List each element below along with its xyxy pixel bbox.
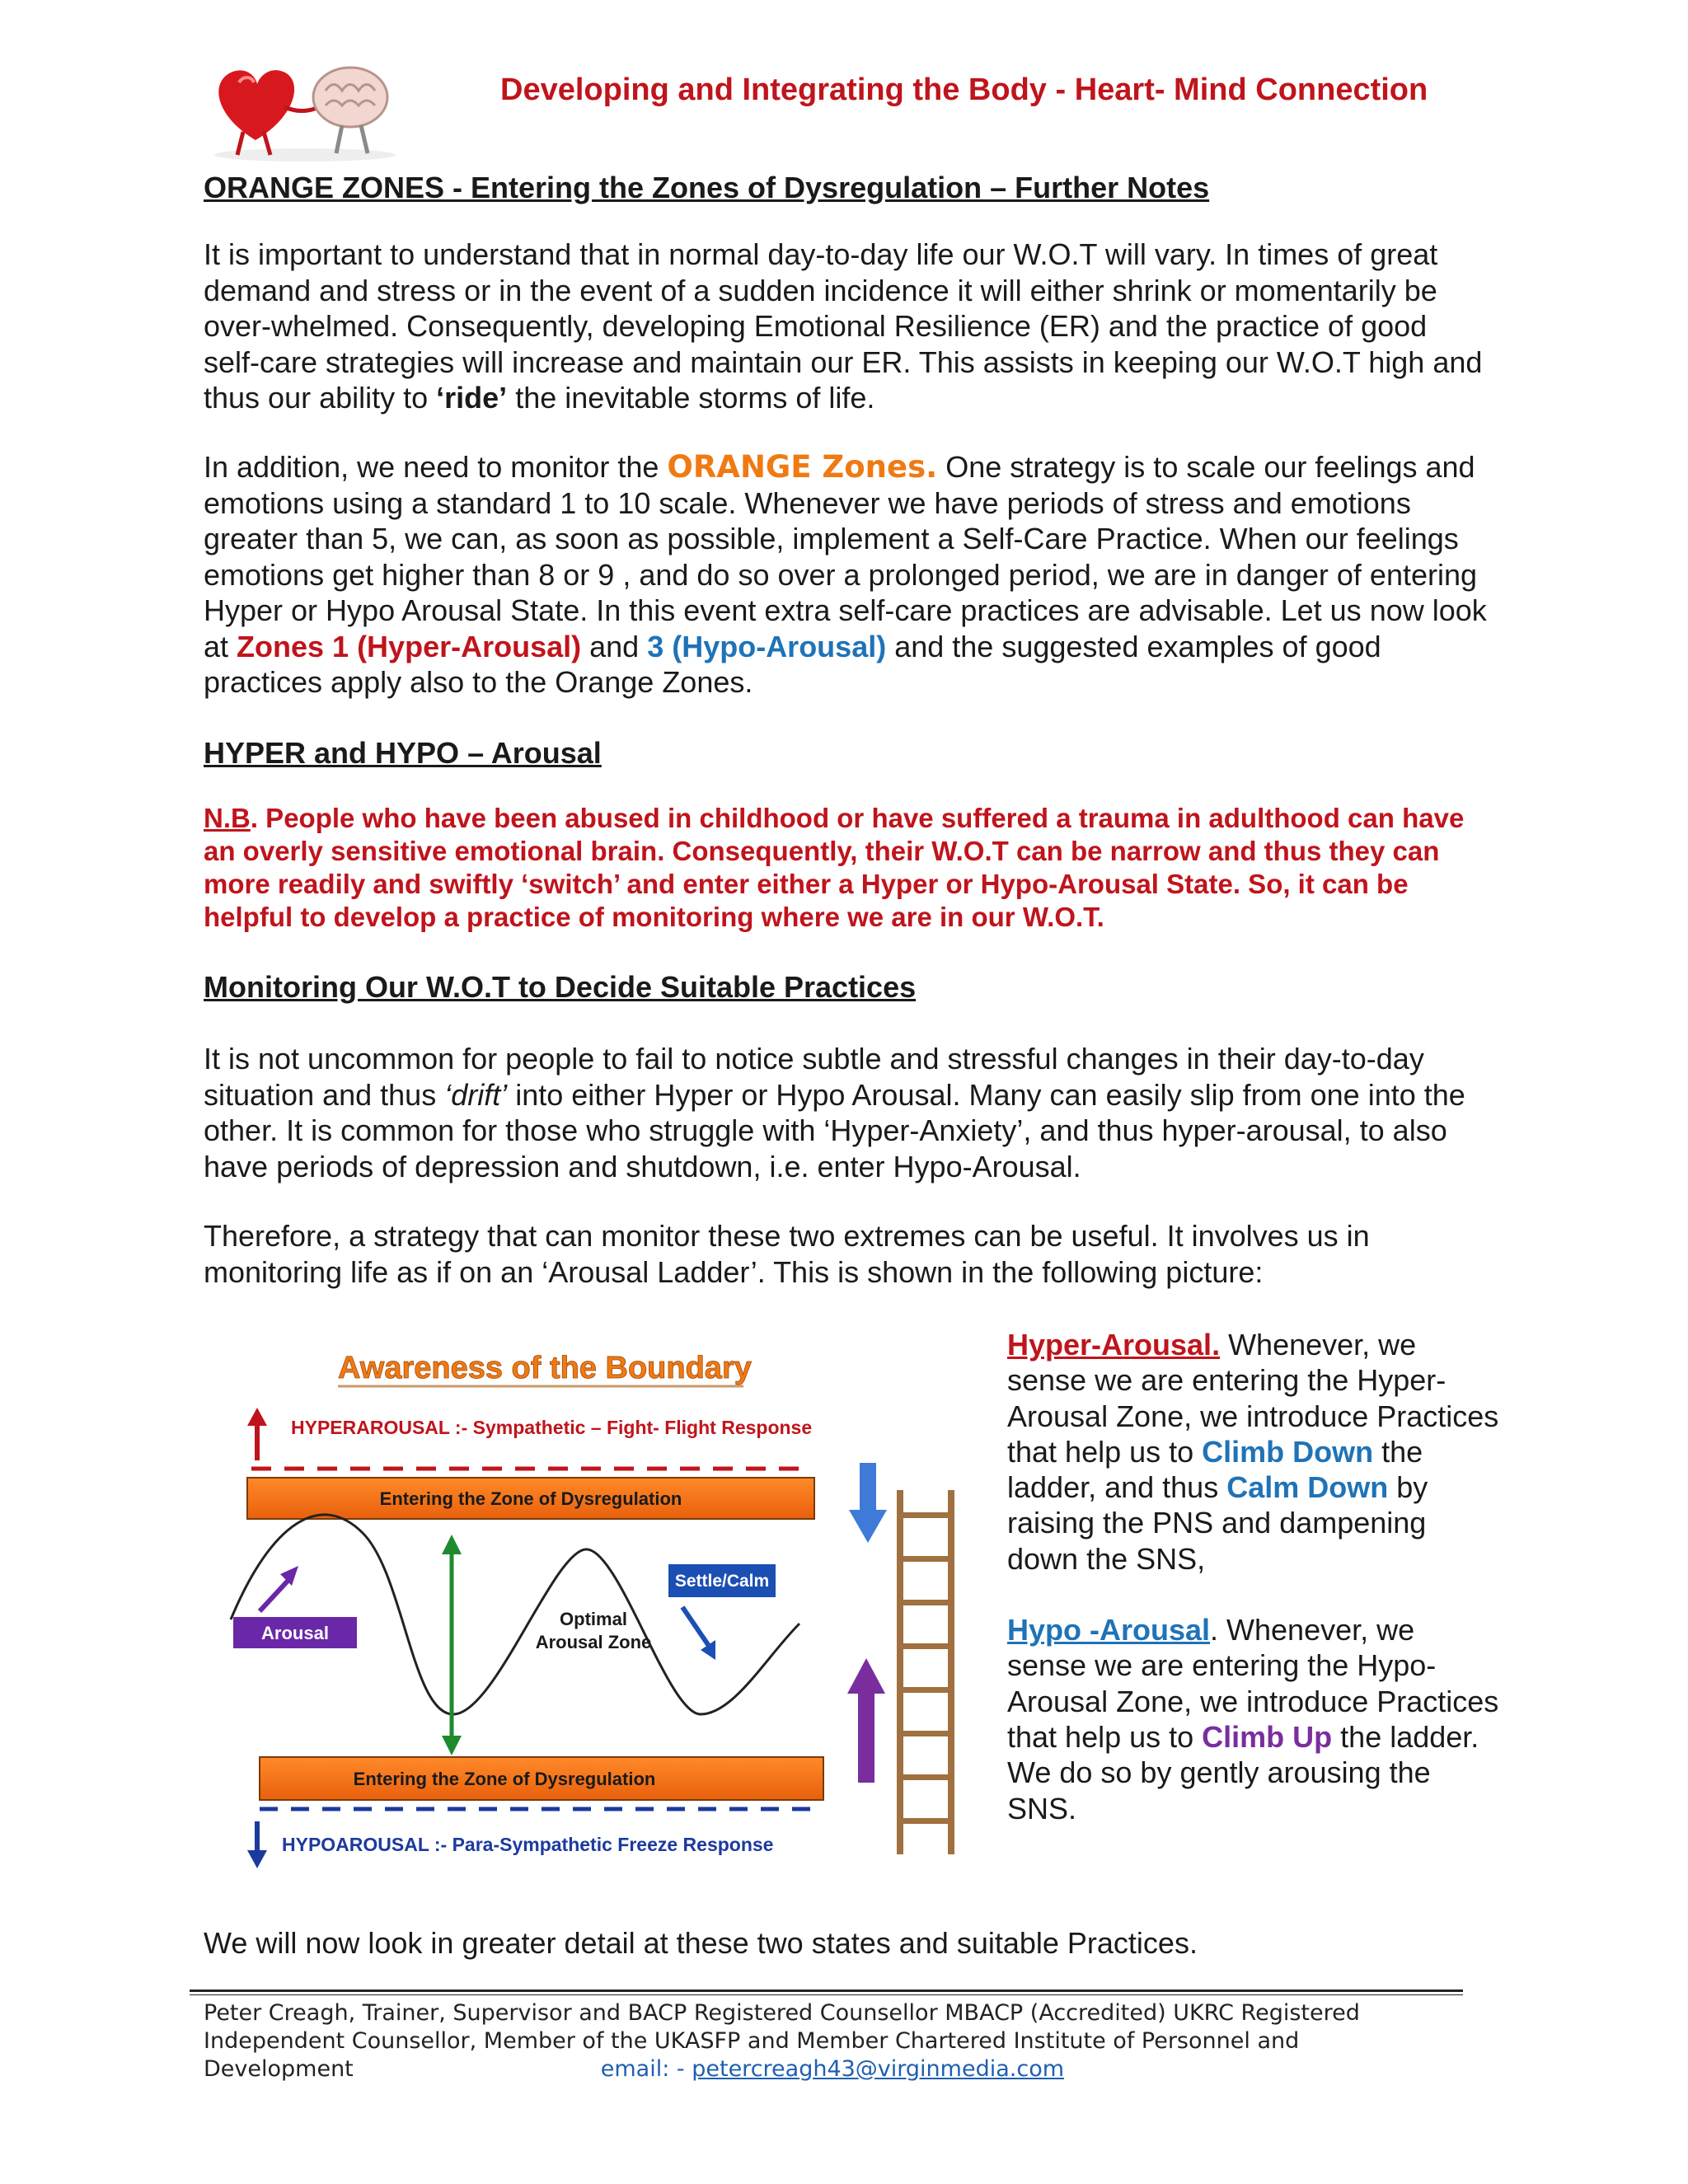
climb-up-label: Climb Up — [1202, 1719, 1333, 1754]
zone-top-label: Entering the Zone of Dysregulation — [379, 1488, 682, 1509]
hypo-text: . Whenever, we sense we are entering the Hypo-Arousal Zone, we introduce Practices that help us to — [1007, 1613, 1499, 1754]
hyper-arousal-block — [1007, 1327, 1502, 1577]
climb-up-arrow-icon — [847, 1658, 885, 1783]
section-heading-orange-zones: ORANGE ZONES - Entering the Zones of Dysregulation – Further Notes — [204, 171, 1210, 204]
section-heading-monitoring: Monitoring Our W.O.T to Decide Suitable Practices — [204, 970, 917, 1004]
zone3-label: 3 (Hypo-Arousal) — [647, 629, 887, 663]
email-label: email: - — [600, 2056, 692, 2082]
footer-line-3 — [204, 2055, 1489, 2083]
paragraph-orange-zones — [204, 449, 1489, 701]
p3-text: It is not uncommon for people to fail to notice subtle and stressful changes in their day-to-day situation and thus — [204, 1042, 1424, 1112]
closing-sentence: We will now look in greater detail at these two states and suitable Practices. — [204, 1926, 1198, 1960]
paragraph-arousal-ladder: Therefore, a strategy that can monitor these two extremes can be useful. It involves us in monitoring life as if on an ‘Arousal Ladder’. This is shown in the following picture: — [204, 1219, 1370, 1289]
hypo-text-end: the ladder. We do so by gently arousing the SNS. — [1007, 1719, 1479, 1825]
settle-down-arrow-icon — [682, 1607, 715, 1660]
paragraph-wot — [204, 237, 1489, 416]
arousal-ladder-diagram — [223, 1327, 964, 1871]
settle-calm-label: Settle/Calm — [674, 1572, 770, 1591]
hyper-text: Whenever, we sense we are entering the Hyper-Arousal Zone, we introduce Practices that help us to — [1007, 1328, 1499, 1469]
hyper-text-mid: the ladder, and thus — [1007, 1434, 1423, 1505]
hypo-arousal-block — [1007, 1612, 1502, 1826]
p1-text: It is important to understand that in normal day-to-day life our W.O.T will vary. In times of great demand and stress or in the event of a sudden incidence it will either shrink or momentarily be over-whelmed. Consequently, developing Emotional Resilience (ER) and the practice of good self-care strategies will increase and maintain our ER. This assists in keeping our W.O.T high and thus our ability to — [204, 237, 1483, 415]
email-link[interactable]: petercreagh43@virginmedia.com — [692, 2056, 1065, 2082]
climb-down-label: Climb Down — [1202, 1434, 1374, 1469]
footer-divider-thin — [190, 1994, 1463, 1995]
optimal-label-line1: Optimal — [560, 1609, 627, 1629]
p1-text-end: the inevitable storms of life. — [507, 381, 875, 415]
footer-development: Development — [204, 2056, 354, 2082]
hypo-arousal-title: Hypo -Arousal — [1007, 1613, 1211, 1647]
p3-text-end: into either Hyper or Hypo Arousal. Many can easily slip from one into the other. It is common for those who struggle with ‘Hyper-Anxiety’, and thus hyper-arousal, to also have periods of depression and shutdown, i.e. enter Hypo-Arousal. — [204, 1077, 1465, 1183]
p2-text: In addition, we need to monitor the — [204, 450, 668, 484]
paragraph-drift — [204, 1041, 1489, 1184]
nb-label: N.B — [204, 803, 251, 833]
p1-ride: ‘ride’ — [436, 381, 508, 415]
hyperarousal-label: HYPERAROUSAL :- Sympathetic – Fight- Flight Response — [291, 1417, 813, 1438]
nb-note — [204, 802, 1489, 934]
heart-brain-icon — [206, 49, 404, 165]
vertical-double-arrow-icon — [442, 1535, 462, 1755]
zone1-label: Zones 1 (Hyper-Arousal) — [237, 629, 582, 663]
hypoarousal-label: HYPOAROUSAL :- Para-Sympathetic Freeze Response — [282, 1834, 774, 1855]
p2-text-mid: One strategy is to scale our feelings and emotions using a standard 1 to 10 scale. Whenever we have periods of stress and emotions greater than 5, we can, as soon as possible, implement a Self-Care Practice. When our feelings emotions get higher than 8 or 9 , and do so over a prolonged period, we are in danger of entering Hyper or Hypo Arousal State. In this event extra self-care practices are advisable. Let us now look at — [204, 450, 1487, 663]
footer-divider — [190, 1990, 1463, 1992]
p2-text-end: and the suggested examples of good practices apply also to the Orange Zones. — [204, 629, 1381, 699]
hyper-text-end: by raising the PNS and dampening down the SNS, — [1007, 1470, 1428, 1576]
arousal-explanation — [1007, 1327, 1502, 1826]
heart-brain-logo — [206, 49, 404, 165]
arousal-up-arrow-icon — [260, 1566, 298, 1611]
diagram-title: Awareness of the Boundary — [338, 1351, 752, 1385]
optimal-label-line2: Arousal Zone — [535, 1632, 652, 1652]
calm-down-label: Calm Down — [1226, 1470, 1389, 1505]
orange-zones-label: ORANGE Zones. — [667, 449, 938, 485]
section-heading-hyper-hypo: HYPER and HYPO – Arousal — [204, 736, 602, 770]
footer-line-1: Peter Creagh, Trainer, Supervisor and BACP Registered Counsellor MBACP (Accredited) UKRC Registered — [204, 2000, 1360, 2026]
nb-text: . People who have been abused in childhood or have suffered a trauma in adulthood can have an overly sensitive emotional brain. Consequently, their W.O.T can be narrow and thus they can more readily and swiftly ‘switch’ and enter either a Hyper or Hypo-Arousal State. So, it can be helpful to develop a practice of monitoring where we are in our W.O.T. — [204, 803, 1465, 932]
footer-line-2: Independent Counsellor, Member of the UKASFP and Member Chartered Institute of Personnel and — [204, 2028, 1300, 2054]
ladder-icon — [897, 1490, 954, 1854]
hyper-arrow-icon — [247, 1408, 267, 1460]
hypo-arrow-icon — [247, 1821, 267, 1868]
climb-down-arrow-icon — [849, 1463, 887, 1543]
arousal-label: Arousal — [261, 1623, 329, 1643]
footer — [204, 1999, 1489, 2083]
zone-bottom-label: Entering the Zone of Dysregulation — [353, 1769, 656, 1789]
p2-and: and — [581, 629, 648, 663]
hyper-arousal-title: Hyper-Arousal. — [1007, 1328, 1221, 1361]
arousal-wave — [231, 1515, 799, 1714]
header-title: Developing and Integrating the Body - Heart- Mind Connection — [500, 73, 1428, 107]
p3-drift: ‘drift’ — [444, 1077, 508, 1112]
